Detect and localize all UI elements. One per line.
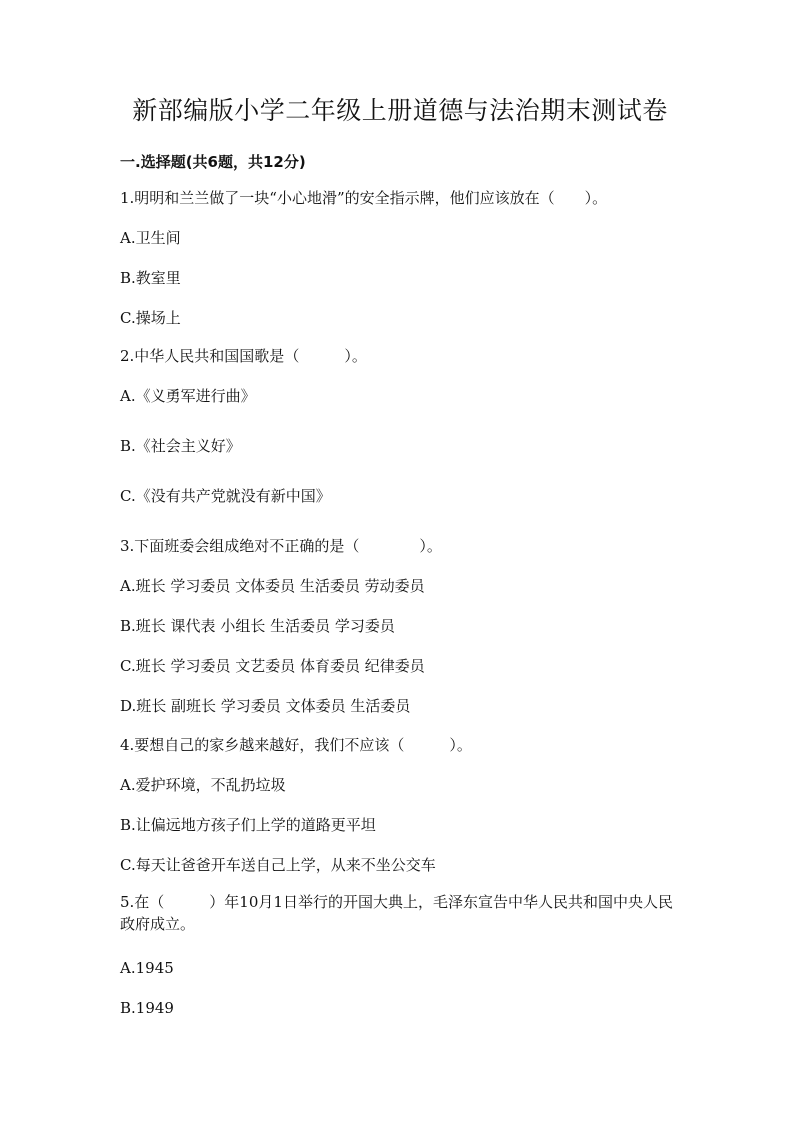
question-3-option-c: C.班长 学习委员 文艺委员 体育委员 纪律委员 (120, 657, 425, 675)
question-5-option-b: B.1949 (120, 999, 174, 1017)
question-2-option-c: C.《没有共产党就没有新中国》 (120, 487, 331, 505)
question-1-option-b: B.教室里 (120, 269, 181, 287)
question-1-option-a: A.卫生间 (120, 229, 181, 247)
question-4-option-a: A.爱护环境，不乱扔垃圾 (120, 776, 286, 794)
question-stem-1: 1.明明和兰兰做了一块“小心地滑”的安全指示牌，他们应该放在（ ）。 (120, 189, 608, 207)
question-4-option-b: B.让偏远地方孩子们上学的道路更平坦 (120, 816, 376, 834)
page-title: 新部编版小学二年级上册道德与法治期末测试卷 (132, 96, 668, 125)
question-stem-3: 3.下面班委会组成绝对不正确的是（ ）。 (120, 537, 442, 555)
question-stem-5: 5.在（ ）年10月1日举行的开国大典上，毛泽东宣告中华人民共和国中央人民政府成立。 (120, 893, 673, 933)
question-stem-4: 4.要想自己的家乡越来越好，我们不应该（ ）。 (120, 736, 472, 754)
question-4-option-c: C.每天让爸爸开车送自己上学，从来不坐公交车 (120, 856, 436, 874)
question-2-option-b: B.《社会主义好》 (120, 437, 241, 455)
question-stem-2: 2.中华人民共和国国歌是（ ）。 (120, 347, 367, 365)
question-1-option-c: C.操场上 (120, 309, 181, 327)
question-2-option-a: A.《义勇军进行曲》 (120, 387, 256, 405)
question-3-option-d: D.班长 副班长 学习委员 文体委员 生活委员 (120, 697, 411, 715)
question-3-option-a: A.班长 学习委员 文体委员 生活委员 劳动委员 (120, 577, 425, 595)
question-5-option-a: A.1945 (120, 959, 174, 977)
section-heading: 一.选择题(共6题，共12分) (120, 153, 306, 171)
question-3-option-b: B.班长 课代表 小组长 生活委员 学习委员 (120, 617, 395, 635)
